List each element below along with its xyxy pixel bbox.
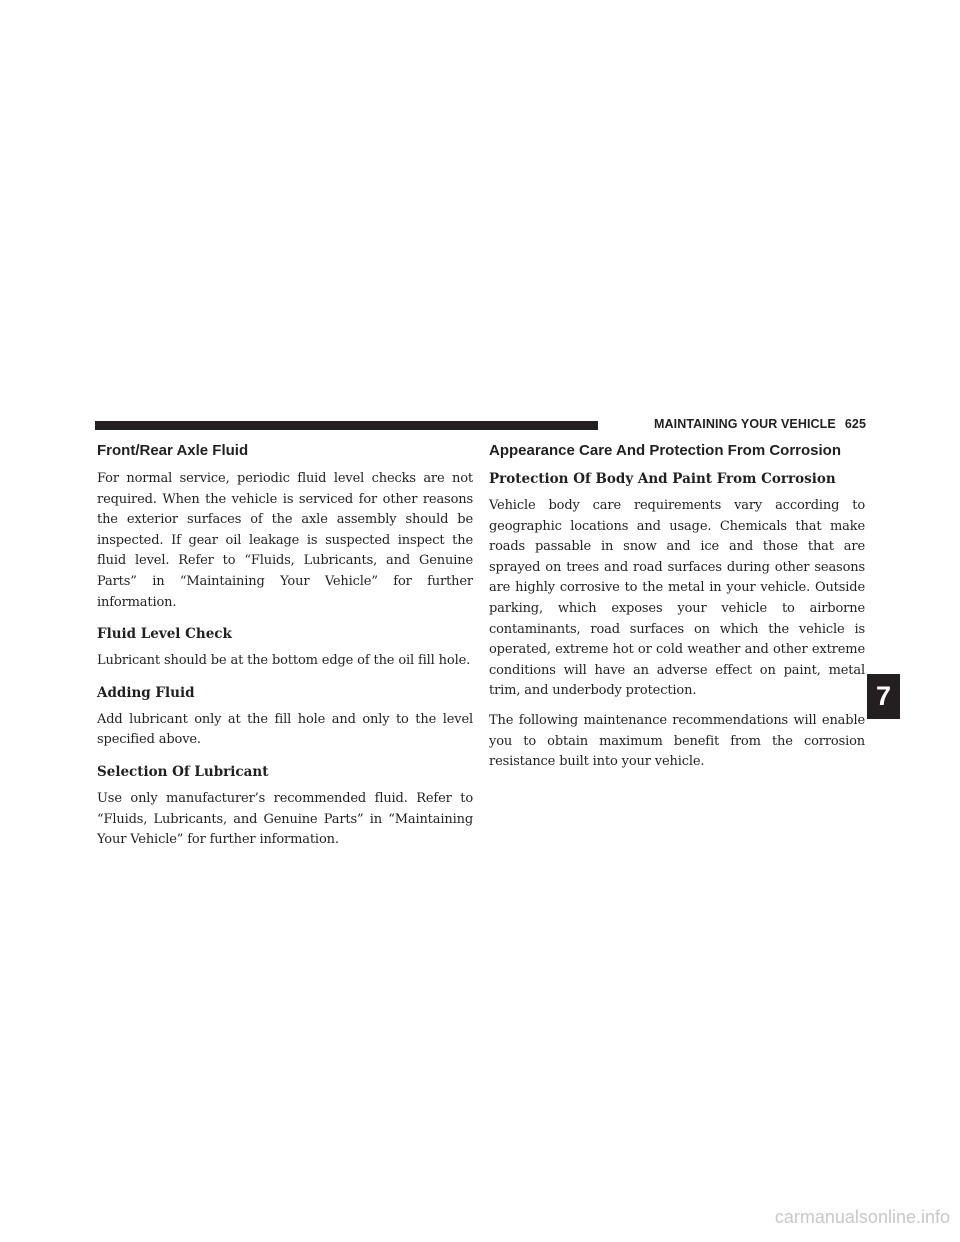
heading-adding-fluid: Adding Fluid [97,684,195,701]
selection-of-lubricant-text: Use only manufacturer’s recommended fluid. Refer to “Fluids, Lubricants, and Genuine Parts” in “Maintaining Your Vehicle” for further information. [97,790,473,848]
running-header [606,417,866,435]
watermark: carmanualsonline.info [774,1207,950,1227]
heading-selection-of-lubricant: Selection Of Lubricant [97,763,269,780]
axle-fluid-intro: For normal service, periodic fluid level checks are not required. When the vehicle is serviced for other reasons the exterior surfaces of the axle assembly should be inspected. If gear oil leakage is suspected inspect the fluid level. Refer to “Fluids, Lubricants, and Genuine Parts” in “Maintaining Your Vehicle” for further information. [97,471,473,610]
adding-fluid-text: Add lubricant only at the fill hole and only to the level specified above. [97,711,473,748]
section-title-appearance-care: Appearance Care And Protection From Corrosion [489,442,842,459]
corrosion-paragraph-2: The following maintenance recommendations will enable you to obtain maximum benefit from the corrosion resistance built into your vehicle. [489,712,865,770]
corrosion-paragraph-1: Vehicle body care requirements vary according to geographic locations and usage. Chemicals that make roads passable in snow and ice and those that are sprayed on trees and road surfaces during other seasons are highly corrosive to the metal in your vehicle. Outside parking, which exposes your vehicle to airborne contaminants, road surfaces on which the vehicle is operated, extreme hot or cold weather and other extreme conditions will have an adverse effect on paint, metal trim, and underbody protection. [489,498,865,699]
header-section-title: MAINTAINING YOUR VEHICLE [654,417,836,431]
heading-fluid-level-check: Fluid Level Check [97,626,232,643]
chapter-tab [867,674,900,719]
heading-protection-from-corrosion: Protection Of Body And Paint From Corrosion [489,471,836,487]
left-column [97,441,473,860]
right-column [489,441,865,782]
fluid-level-check-text: Lubricant should be at the bottom edge of the oil fill hole. [97,653,471,669]
chapter-number: 7 [875,681,892,711]
header-rule [95,421,598,430]
section-title-axle-fluid: Front/Rear Axle Fluid [97,442,249,459]
page-number: 625 [844,417,866,431]
